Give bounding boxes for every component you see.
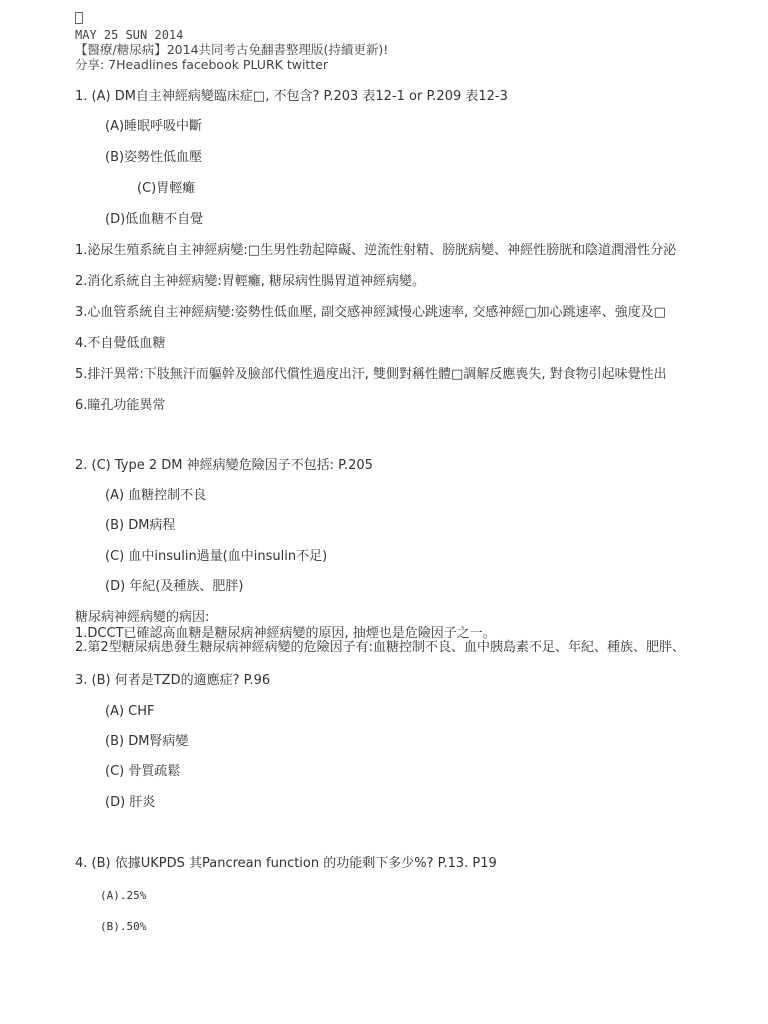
post-title[interactable]: 【醫療/糖尿病】2014共同考古免翻書整理版(持續更新)!: [75, 42, 389, 57]
question-2-option-c: (C) 血中insulin過量(血中insulin不足): [105, 549, 328, 564]
question-2-option-a: (A) 血糖控制不良: [105, 488, 207, 503]
question-1-note-2: 2.消化系統自主神經病變:胃輕癱, 糖尿病性腸胃道神經病變。: [75, 274, 426, 289]
question-1-option-a: (A)睡眠呼吸中斷: [105, 119, 203, 134]
question-1-note-5: 5.排汗異常:下肢無汗而軀幹及臉部代償性過度出汗, 雙側對稱性體□調解反應喪失, 對食物引起味覺性出: [75, 367, 667, 382]
question-1-option-c: (C)胃輕癱: [137, 181, 196, 196]
question-1-note-1: 1.泌尿生殖系統自主神經病變:□生男性勃起障礙、逆流性射精、膀胱病變、神經性膀胱和陰道潤滑性分泌: [75, 243, 677, 258]
question-1-stem: 1. (A) DM自主神經病變臨床症□, 不包含? P.203 表12-1 or P.209 表12-3: [75, 89, 508, 104]
question-2-option-d: (D) 年紀(及種族、肥胖): [105, 579, 244, 594]
question-3-option-c: (C) 骨質疏鬆: [105, 764, 181, 779]
question-4-stem: 4. (B) 依據UKPDS 其Pancrean function 的功能剩下多少%? P.13. P19: [75, 856, 497, 871]
question-2-stem: 2. (C) Type 2 DM 神經病變危險因子不包括: P.205: [75, 458, 373, 473]
question-4-option-a: (A).25%: [100, 889, 147, 902]
question-1-option-d: (D)低血糖不自覺: [105, 212, 204, 227]
question-2-note-1: 1.DCCT已確認高血糖是糖尿病神經病變的原因, 抽煙也是危險因子之一。: [75, 626, 496, 641]
question-1-note-4: 4.不自覺低血糖: [75, 336, 166, 351]
question-4-option-b: (B).50%: [100, 920, 147, 933]
question-1-note-3: 3.心血管系統自主神經病變:姿勢性低血壓, 副交感神經減慢心跳速率, 交感神經□加心跳速率、強度及□: [75, 305, 666, 320]
question-3-option-b: (B) DM腎病變: [105, 734, 189, 749]
question-1-note-6: 6.瞳孔功能異常: [75, 398, 166, 413]
share-bar[interactable]: 分享: 7Headlines facebook PLURK twitter: [75, 57, 329, 72]
question-2-option-b: (B) DM病程: [105, 518, 176, 533]
question-3-option-d: (D) 肝炎: [105, 795, 156, 810]
question-2-note-heading: 糖尿病神經病變的病因:: [75, 610, 210, 625]
question-3-stem: 3. (B) 何者是TZD的適應症? P.96: [75, 673, 271, 688]
question-2-note-2: 2.第2型糖尿病患發生糖尿病神經病變的危險因子有:血糖控制不良、血中胰島素不足、年紀、種族、肥胖、: [75, 640, 686, 655]
post-date: MAY 25 SUN 2014: [75, 28, 184, 42]
question-3-option-a: (A) CHF: [105, 704, 155, 719]
missing-glyph-icon: [75, 12, 83, 24]
question-1-option-b: (B)姿勢性低血壓: [105, 150, 203, 165]
